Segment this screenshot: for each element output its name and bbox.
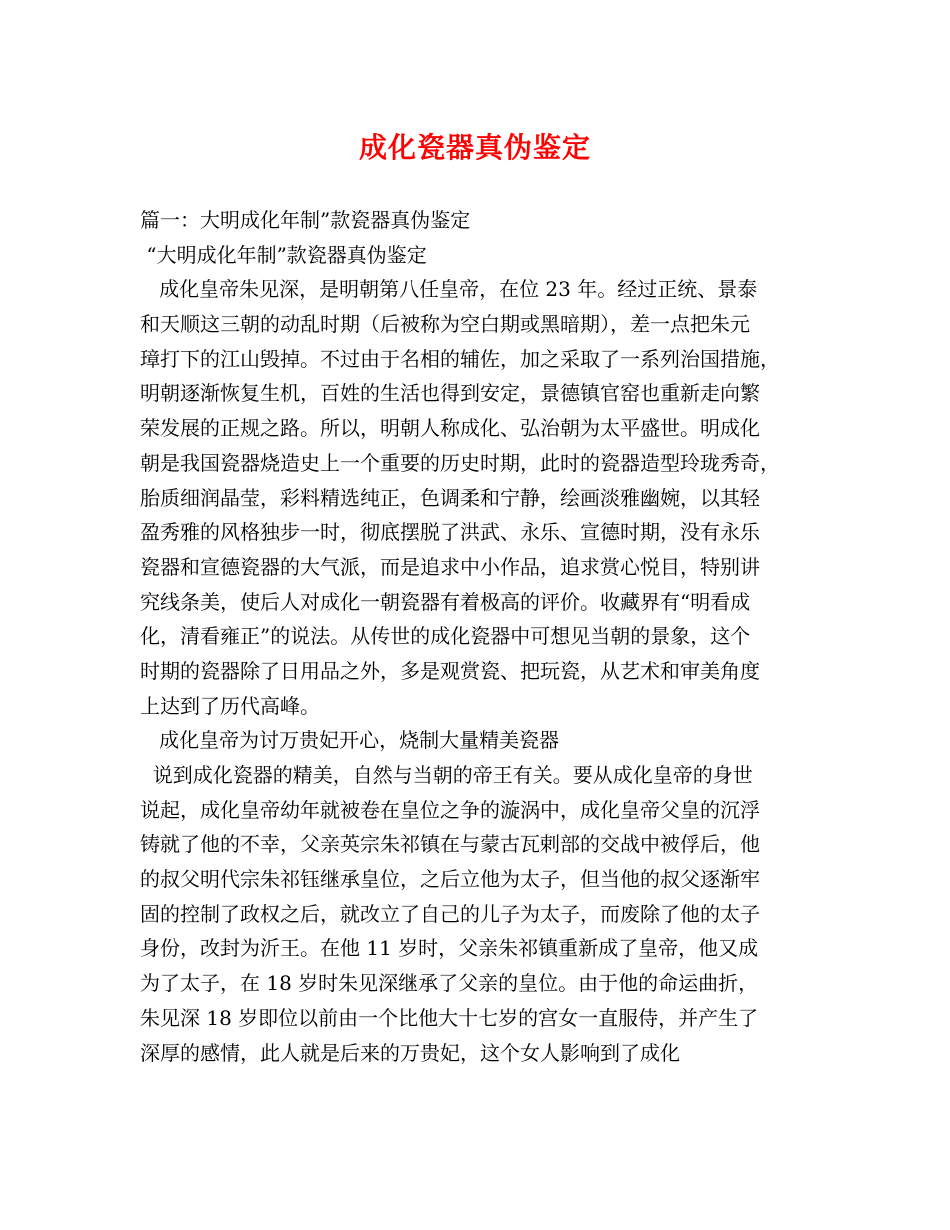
body-text-line: 为了太子，在 18 岁时朱见深继承了父亲的皇位。由于他的命运曲折， [140,971,759,996]
body-text-line: 璋打下的江山毁掉。不过由于名相的辅佐，加之采取了一系列治国措施， [140,346,780,371]
body-text-line: 的叔父明代宗朱祁钰继承皇位，之后立他为太子，但当他的叔父逐渐牢 [140,867,760,892]
body-text-line: 铸就了他的不幸，父亲英宗朱祁镇在与蒙古瓦剌部的交战中被俘后，他 [140,832,760,857]
body-text-line: 深厚的感情，此人就是后来的万贵妃，这个女人影响到了成化 [140,1040,680,1065]
document-body [140,203,820,1070]
body-text-line: 时期的瓷器除了日用品之外，多是观赏瓷、把玩瓷，从艺术和审美角度 [140,658,760,683]
body-text-line: 成化皇帝为讨万贵妃开心，烧制大量精美瓷器 [140,728,560,753]
body-text-line: 上达到了历代高峰。 [140,693,320,718]
body-text-line: 究线条美，使后人对成化一朝瓷器有着极高的评价。收藏界有“明看成 [140,589,751,614]
body-text-line: 身份，改封为沂王。在他 11 岁时，父亲朱祁镇重新成了皇帝，他又成 [140,936,759,961]
document-title: 成化瓷器真伪鉴定 [358,131,591,164]
body-text-line: 明朝逐渐恢复生机，百姓的生活也得到安定，景德镇官窑也重新走向繁 [140,381,760,406]
body-text-line: 朱见深 18 岁即位以前由一个比他大十七岁的宫女一直服侍，并产生了 [140,1005,759,1030]
body-text-line: 固的控制了政权之后，就改立了自己的儿子为太子，而废除了他的太子 [140,901,760,926]
body-text-line: 篇一：大明成化年制”款瓷器真伪鉴定 [140,208,471,232]
body-text-line: “大明成化年制”款瓷器真伪鉴定 [140,242,427,267]
body-text-line: 胎质细润晶莹，彩料精选纯正，色调柔和宁静，绘画淡雅幽婉，以其轻 [140,485,760,510]
body-text-line: 朝是我国瓷器烧造史上一个重要的历史时期，此时的瓷器造型玲珑秀奇， [140,450,780,475]
body-text-line: 成化皇帝朱见深，是明朝第八任皇帝，在位 23 年。经过正统、景泰 [140,277,758,302]
body-text-line: 化，清看雍正”的说法。从传世的成化瓷器中可想见当朝的景象，这个 [140,624,751,649]
body-text-line: 说起，成化皇帝幼年就被卷在皇位之争的漩涡中，成化皇帝父皇的沉浮 [140,797,760,822]
body-text-line: 和天顺这三朝的动乱时期（后被称为空白期或黑暗期），差一点把朱元 [140,312,750,337]
body-text-line: 荣发展的正规之路。所以，明朝人称成化、弘治朝为太平盛世。明成化 [140,416,760,441]
body-text-line: 说到成化瓷器的精美，自然与当朝的帝王有关。要从成化皇帝的身世 [140,763,753,787]
body-text-line: 盈秀雅的风格独步一时，彻底摆脱了洪武、永乐、宣德时期，没有永乐 [140,520,760,545]
body-text-line: 瓷器和宣德瓷器的大气派，而是追求中小作品，追求赏心悦目，特别讲 [140,554,760,579]
